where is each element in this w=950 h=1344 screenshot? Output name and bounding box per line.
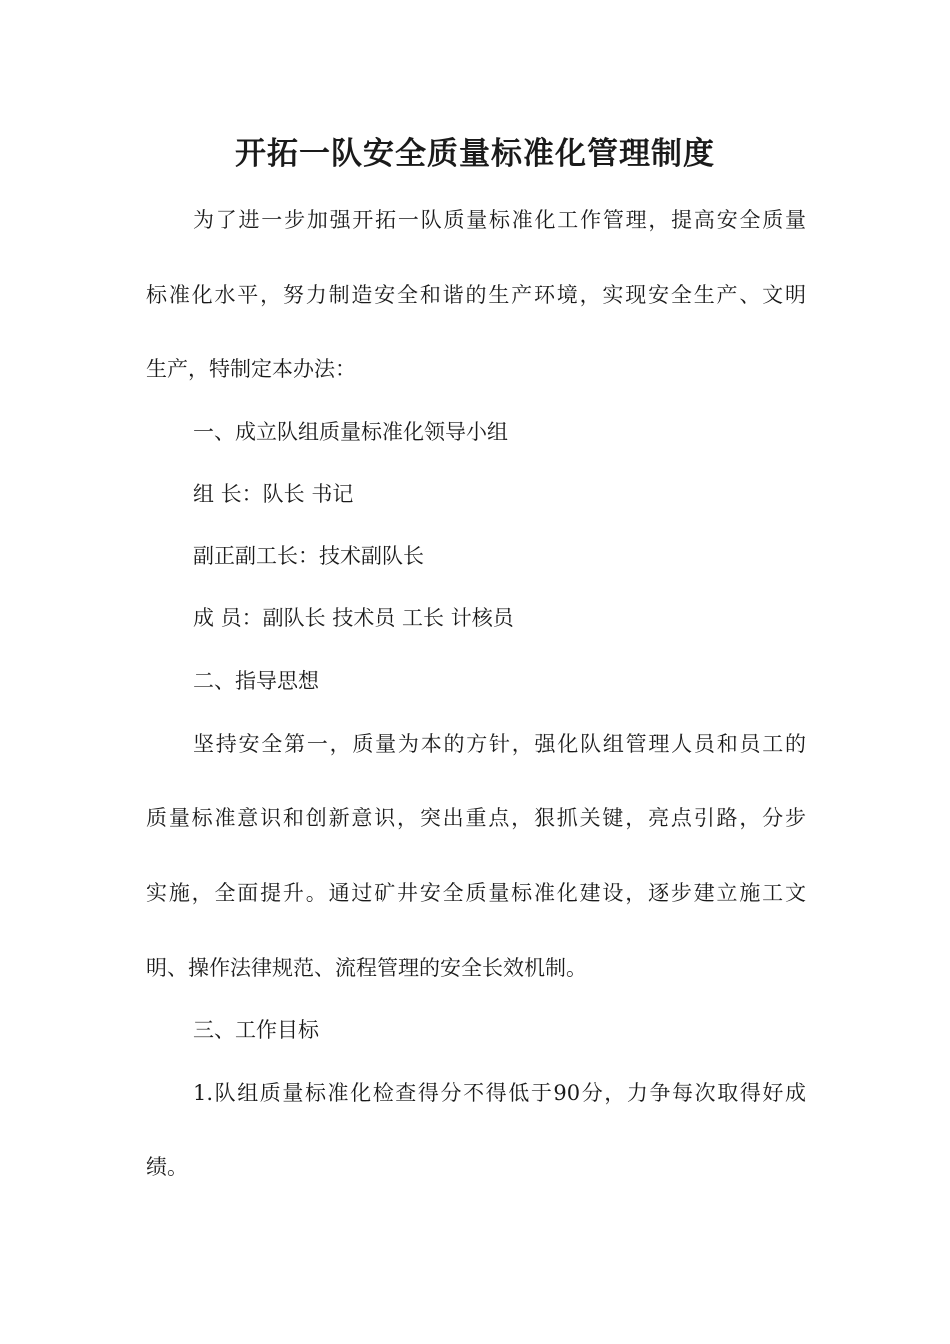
intro-line-1: 为了进一步加强开拓一队质量标准化工作管理，提高安全质量: [193, 208, 806, 232]
section-2-line-2: 质量标准意识和创新意识，突出重点，狠抓关键，亮点引路，分步: [146, 806, 806, 830]
section-3-heading: 三、工作目标: [193, 1018, 319, 1042]
section-2-heading: 二、指导思想: [193, 669, 319, 693]
section-2-line-3: 实施，全面提升。通过矿井安全质量标准化建设，逐步建立施工文: [146, 881, 806, 905]
section-1-heading: 一、成立队组质量标准化领导小组: [193, 420, 508, 444]
intro-line-2: 标准化水平，努力制造安全和谐的生产环境，实现安全生产、文明: [146, 283, 806, 307]
document-title: 开拓一队安全质量标准化管理制度: [235, 136, 715, 172]
section-3-item-1-line-1: 1.队组质量标准化检查得分不得低于90分，力争每次取得好成: [193, 1081, 806, 1105]
section-1-members: 成 员：副队长 技术员 工长 计核员: [193, 606, 514, 630]
section-3-item-1-line-2: 绩。: [146, 1155, 188, 1179]
section-2-line-4: 明、操作法律规范、流程管理的安全长效机制。: [146, 956, 587, 980]
intro-line-3: 生产，特制定本办法：: [146, 357, 356, 381]
section-1-leader: 组 长：队长 书记: [193, 482, 354, 506]
section-2-line-1: 坚持安全第一，质量为本的方针，强化队组管理人员和员工的: [193, 732, 806, 756]
section-1-deputy: 副正副工长：技术副队长: [193, 544, 424, 568]
